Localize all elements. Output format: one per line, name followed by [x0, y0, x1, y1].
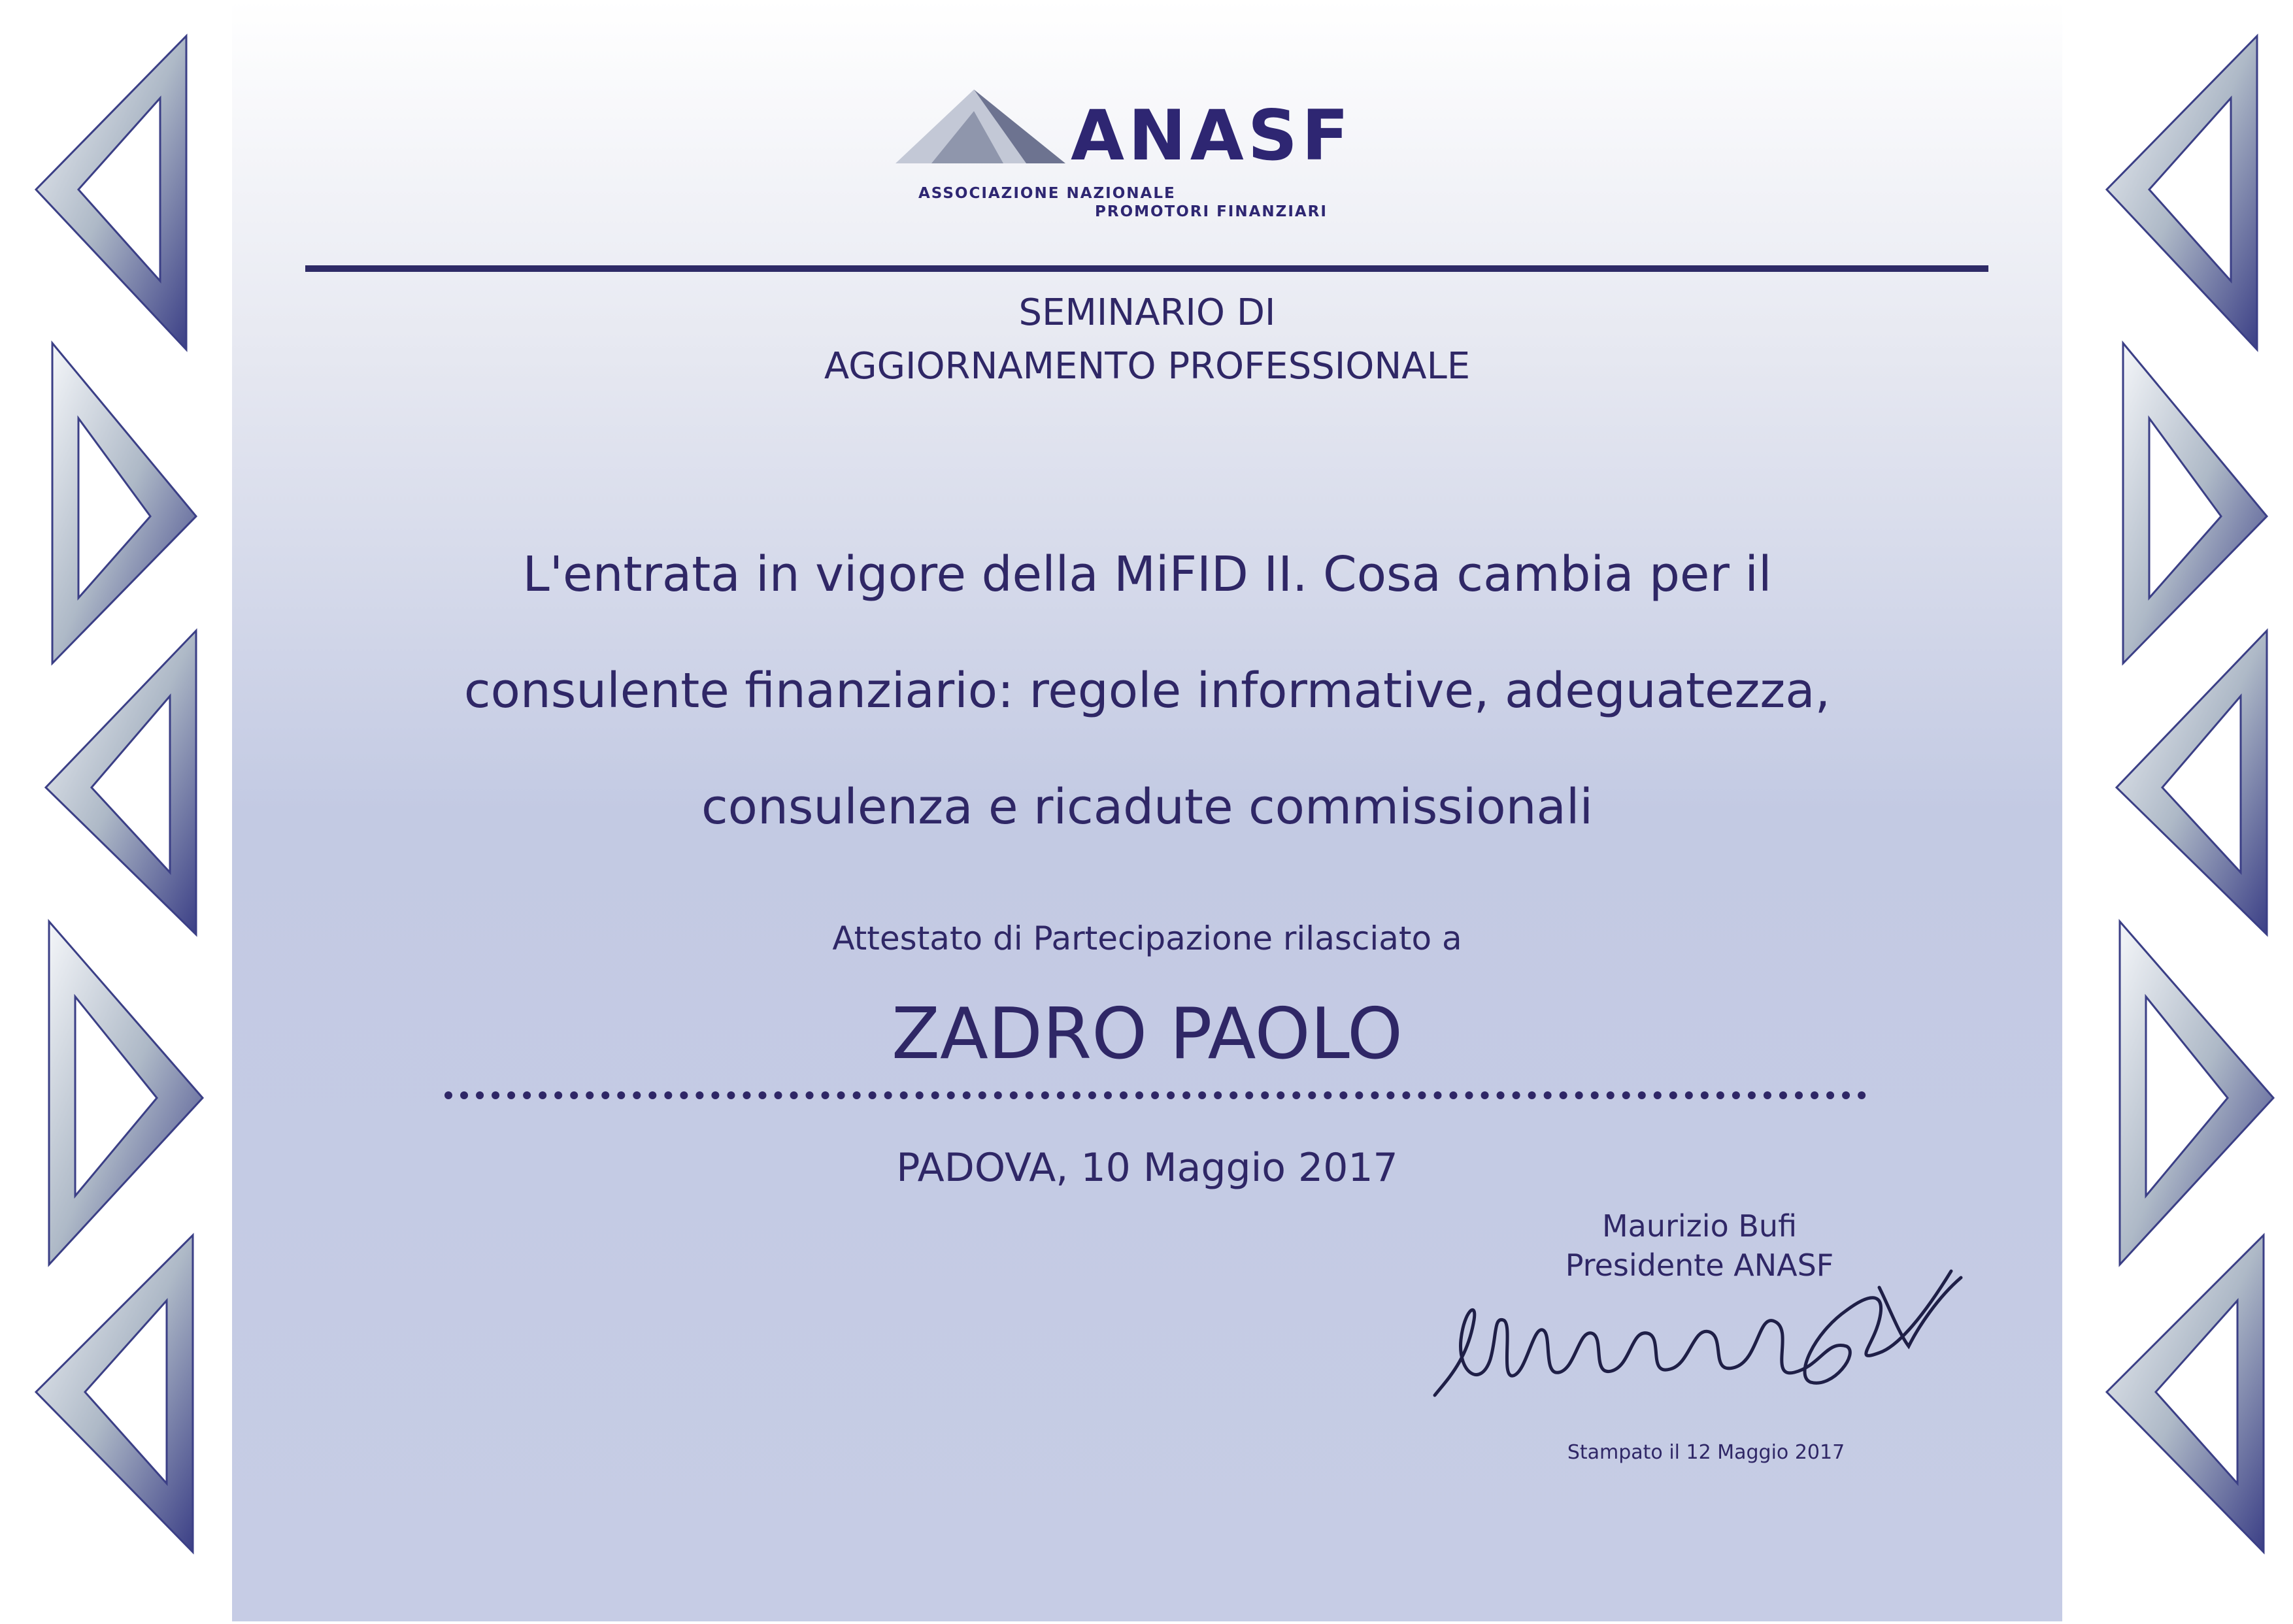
- header-divider: [305, 265, 1988, 272]
- place-date: PADOVA, 10 Maggio 2017: [896, 1145, 1398, 1191]
- printed-date: Stampato il 12 Maggio 2017: [1567, 1441, 1845, 1464]
- logo-name: ANASF: [1071, 95, 1353, 176]
- right-ornamental-border: [2071, 0, 2293, 1621]
- logo-subtitle-line1: ASSOCIAZIONE NAZIONALE: [918, 185, 1176, 202]
- seminar-heading-line2: AGGIORNAMENTO PROFESSIONALE: [824, 345, 1471, 388]
- handwritten-signature: [1428, 1248, 1971, 1405]
- left-ornamental-border: [0, 0, 222, 1621]
- course-title-line2: consulente finanziario: regole informative, adeguatezza,: [463, 663, 1831, 719]
- dotted-line: [444, 1091, 1866, 1099]
- anasf-logo: [895, 82, 1392, 239]
- course-title-line3: consulenza e ricadute commissionali: [701, 779, 1593, 835]
- course-title: [232, 516, 2062, 865]
- logo-subtitle-line2: PROMOTORI FINANZIARI: [1095, 203, 1328, 220]
- triangle-border-pattern-right: [2071, 0, 2293, 1621]
- seminar-heading: [232, 286, 2062, 393]
- triangle-border-pattern-left: [0, 0, 222, 1621]
- signer-name: Maurizio Bufi: [1601, 1208, 1798, 1244]
- attestation-text: Attestato di Partecipazione rilasciato a: [832, 920, 1462, 957]
- seminar-heading-line1: SEMINARIO DI: [1018, 291, 1276, 334]
- signature-drawing: [1428, 1248, 1971, 1405]
- course-title-line1: L'entrata in vigore della MiFID II. Cosa cambia per il: [522, 546, 1772, 603]
- recipient-name: ZADRO PAOLO: [892, 993, 1403, 1075]
- signer-role: Presidente ANASF: [1565, 1248, 1834, 1283]
